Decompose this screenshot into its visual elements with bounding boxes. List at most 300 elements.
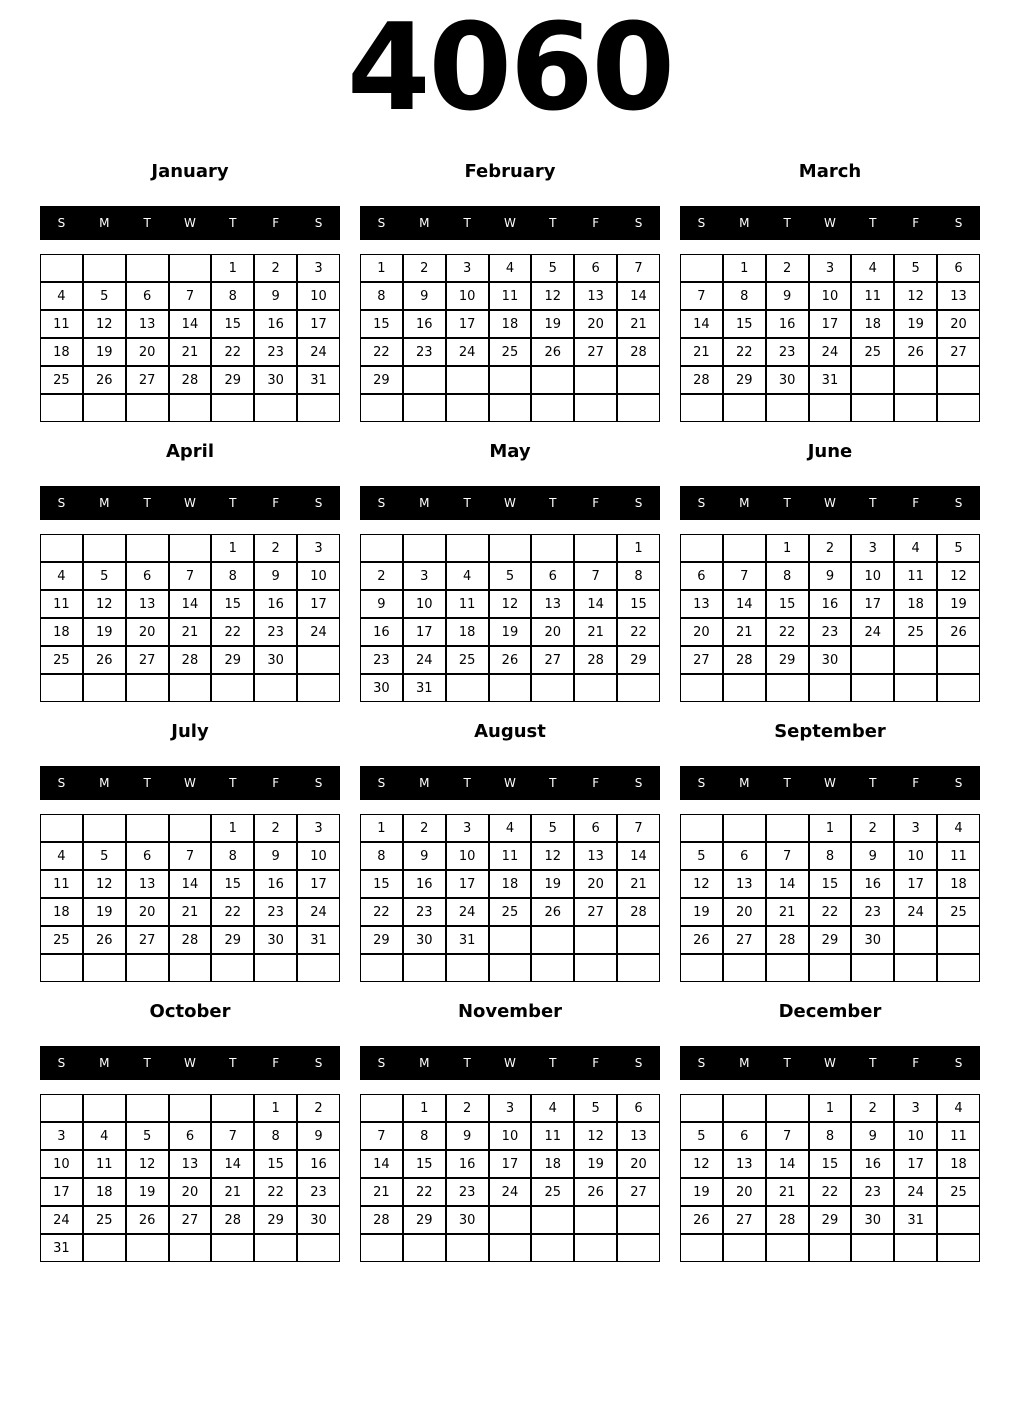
day-cell: 22 <box>766 618 809 646</box>
day-cell: 14 <box>766 1150 809 1178</box>
day-cell: 18 <box>446 618 489 646</box>
month-days-body <box>680 534 980 702</box>
month-days-table <box>680 254 980 422</box>
empty-cell <box>446 954 489 982</box>
day-cell: 12 <box>937 562 980 590</box>
month-block <box>40 1000 340 1262</box>
empty-cell <box>126 674 169 702</box>
day-cell: 25 <box>894 618 937 646</box>
day-cell: 12 <box>531 282 574 310</box>
months-grid <box>40 160 980 1262</box>
empty-cell <box>297 954 340 982</box>
month-days-body <box>680 254 980 422</box>
day-cell: 6 <box>617 1094 660 1122</box>
day-cell: 5 <box>937 534 980 562</box>
week-row <box>680 310 980 338</box>
week-row <box>40 310 340 338</box>
empty-cell <box>360 1094 403 1122</box>
day-cell: 11 <box>894 562 937 590</box>
empty-cell <box>169 1094 212 1122</box>
day-cell: 28 <box>723 646 766 674</box>
month-days-body <box>40 254 340 422</box>
day-cell: 1 <box>809 1094 852 1122</box>
day-cell: 5 <box>574 1094 617 1122</box>
day-cell: 2 <box>403 814 446 842</box>
week-row <box>360 366 660 394</box>
day-cell: 24 <box>446 338 489 366</box>
day-cell: 27 <box>937 338 980 366</box>
weekday-label: T <box>869 496 877 510</box>
day-cell: 1 <box>211 534 254 562</box>
week-row <box>680 618 980 646</box>
empty-cell <box>126 814 169 842</box>
day-cell: 3 <box>894 1094 937 1122</box>
day-cell: 24 <box>297 898 340 926</box>
day-cell: 17 <box>809 310 852 338</box>
weekday-label: M <box>739 216 750 230</box>
empty-cell <box>40 1094 83 1122</box>
day-cell: 8 <box>617 562 660 590</box>
day-cell: 8 <box>723 282 766 310</box>
empty-cell <box>617 674 660 702</box>
day-cell: 29 <box>211 926 254 954</box>
empty-cell <box>40 394 83 422</box>
day-cell: 19 <box>531 310 574 338</box>
day-cell: 12 <box>531 842 574 870</box>
weekday-label: F <box>912 496 920 510</box>
weekday-label: M <box>739 776 750 790</box>
day-cell: 16 <box>403 310 446 338</box>
weekday-label: S <box>57 1056 66 1070</box>
day-cell: 28 <box>766 926 809 954</box>
day-cell: 20 <box>126 618 169 646</box>
day-cell: 10 <box>297 842 340 870</box>
day-cell: 15 <box>809 870 852 898</box>
month-days-table <box>680 814 980 982</box>
empty-cell <box>126 954 169 982</box>
weekday-label: S <box>634 216 643 230</box>
day-cell: 13 <box>617 1122 660 1150</box>
empty-cell <box>126 1094 169 1122</box>
empty-cell <box>446 534 489 562</box>
empty-cell <box>489 954 532 982</box>
weekday-label: M <box>739 496 750 510</box>
weekday-label: W <box>824 496 836 510</box>
weekday-header-bar <box>360 766 660 800</box>
weekday-label: S <box>697 216 706 230</box>
empty-cell <box>403 1234 446 1262</box>
day-cell: 24 <box>851 618 894 646</box>
empty-cell <box>489 394 532 422</box>
empty-cell <box>766 394 809 422</box>
day-cell: 16 <box>446 1150 489 1178</box>
day-cell: 7 <box>169 842 212 870</box>
day-cell: 4 <box>937 814 980 842</box>
empty-cell <box>617 394 660 422</box>
day-cell: 28 <box>169 926 212 954</box>
empty-cell <box>809 954 852 982</box>
day-cell: 3 <box>446 814 489 842</box>
week-row <box>360 1122 660 1150</box>
day-cell: 6 <box>723 842 766 870</box>
empty-cell <box>489 1234 532 1262</box>
day-cell: 11 <box>851 282 894 310</box>
empty-cell <box>531 926 574 954</box>
day-cell: 22 <box>809 1178 852 1206</box>
day-cell: 20 <box>680 618 723 646</box>
week-row <box>360 282 660 310</box>
day-cell: 3 <box>809 254 852 282</box>
empty-cell <box>489 1206 532 1234</box>
week-row <box>360 562 660 590</box>
weekday-label: W <box>184 216 196 230</box>
day-cell: 3 <box>446 254 489 282</box>
day-cell: 26 <box>531 898 574 926</box>
empty-cell <box>809 394 852 422</box>
day-cell: 27 <box>126 926 169 954</box>
weekday-label: W <box>184 1056 196 1070</box>
day-cell: 19 <box>680 1178 723 1206</box>
day-cell: 21 <box>617 310 660 338</box>
empty-cell <box>126 254 169 282</box>
weekday-label: S <box>377 776 386 790</box>
month-block <box>680 160 980 422</box>
empty-cell <box>574 954 617 982</box>
weekday-label: M <box>99 776 110 790</box>
empty-cell <box>894 366 937 394</box>
empty-cell <box>574 1234 617 1262</box>
week-row <box>680 394 980 422</box>
day-cell: 21 <box>680 338 723 366</box>
empty-cell <box>574 674 617 702</box>
day-cell: 25 <box>446 646 489 674</box>
day-cell: 15 <box>809 1150 852 1178</box>
week-row <box>40 898 340 926</box>
day-cell: 20 <box>126 898 169 926</box>
empty-cell <box>680 1234 723 1262</box>
day-cell: 10 <box>297 562 340 590</box>
day-cell: 25 <box>83 1206 126 1234</box>
empty-cell <box>403 954 446 982</box>
month-title: February <box>464 161 556 182</box>
weekday-label: S <box>57 216 66 230</box>
day-cell: 11 <box>40 310 83 338</box>
day-cell: 19 <box>83 338 126 366</box>
day-cell: 20 <box>169 1178 212 1206</box>
empty-cell <box>574 534 617 562</box>
day-cell: 23 <box>254 338 297 366</box>
weekday-label: M <box>99 496 110 510</box>
day-cell: 10 <box>489 1122 532 1150</box>
weekday-label: S <box>697 496 706 510</box>
week-row <box>40 814 340 842</box>
day-cell: 4 <box>851 254 894 282</box>
day-cell: 7 <box>617 814 660 842</box>
day-cell: 29 <box>211 646 254 674</box>
day-cell: 31 <box>297 926 340 954</box>
weekday-label: T <box>143 496 151 510</box>
day-cell: 29 <box>617 646 660 674</box>
empty-cell <box>83 534 126 562</box>
weekday-label: F <box>592 496 600 510</box>
day-cell: 30 <box>254 646 297 674</box>
empty-cell <box>360 954 403 982</box>
day-cell: 18 <box>83 1178 126 1206</box>
day-cell: 31 <box>446 926 489 954</box>
month-title: October <box>149 1001 231 1022</box>
empty-cell <box>617 926 660 954</box>
empty-cell <box>851 674 894 702</box>
day-cell: 7 <box>766 842 809 870</box>
empty-cell <box>126 394 169 422</box>
day-cell: 27 <box>680 646 723 674</box>
empty-cell <box>489 926 532 954</box>
empty-cell <box>574 926 617 954</box>
empty-cell <box>851 366 894 394</box>
day-cell: 14 <box>617 842 660 870</box>
weekday-label: T <box>869 216 877 230</box>
month-days-body <box>360 1094 660 1262</box>
day-cell: 15 <box>254 1150 297 1178</box>
day-cell: 11 <box>489 842 532 870</box>
weekday-label: T <box>783 1056 791 1070</box>
day-cell: 10 <box>446 282 489 310</box>
weekday-label: T <box>229 1056 237 1070</box>
week-row <box>360 618 660 646</box>
day-cell: 23 <box>851 898 894 926</box>
day-cell: 27 <box>169 1206 212 1234</box>
day-cell: 6 <box>126 562 169 590</box>
week-row <box>40 534 340 562</box>
day-cell: 24 <box>894 1178 937 1206</box>
weekday-label: T <box>549 776 557 790</box>
empty-cell <box>531 394 574 422</box>
day-cell: 21 <box>211 1178 254 1206</box>
day-cell: 25 <box>531 1178 574 1206</box>
day-cell: 17 <box>851 590 894 618</box>
weekday-header-bar <box>40 1046 340 1080</box>
day-cell: 9 <box>403 282 446 310</box>
day-cell: 11 <box>40 590 83 618</box>
month-days-table <box>40 1094 340 1262</box>
day-cell: 8 <box>360 842 403 870</box>
week-row <box>360 254 660 282</box>
weekday-label: M <box>99 1056 110 1070</box>
day-cell: 2 <box>254 814 297 842</box>
day-cell: 4 <box>40 562 83 590</box>
empty-cell <box>126 1234 169 1262</box>
day-cell: 8 <box>403 1122 446 1150</box>
day-cell: 16 <box>403 870 446 898</box>
day-cell: 6 <box>126 282 169 310</box>
day-cell: 26 <box>83 646 126 674</box>
weekday-label: W <box>504 216 516 230</box>
day-cell: 27 <box>126 366 169 394</box>
day-cell: 30 <box>446 1206 489 1234</box>
day-cell: 16 <box>360 618 403 646</box>
day-cell: 4 <box>489 254 532 282</box>
empty-cell <box>723 814 766 842</box>
day-cell: 4 <box>40 282 83 310</box>
empty-cell <box>531 1206 574 1234</box>
day-cell: 13 <box>126 870 169 898</box>
empty-cell <box>680 814 723 842</box>
day-cell: 11 <box>446 590 489 618</box>
calendar-page <box>40 0 980 1262</box>
month-title: April <box>165 441 215 462</box>
day-cell: 26 <box>894 338 937 366</box>
day-cell: 3 <box>851 534 894 562</box>
month-block <box>680 440 980 702</box>
day-cell: 24 <box>446 898 489 926</box>
day-cell: 17 <box>297 310 340 338</box>
week-row <box>680 366 980 394</box>
week-row <box>40 254 340 282</box>
day-cell: 31 <box>297 366 340 394</box>
day-cell: 27 <box>574 898 617 926</box>
day-cell: 25 <box>851 338 894 366</box>
week-row <box>40 926 340 954</box>
day-cell: 6 <box>723 1122 766 1150</box>
day-cell: 1 <box>360 254 403 282</box>
day-cell: 14 <box>723 590 766 618</box>
empty-cell <box>766 1234 809 1262</box>
week-row <box>680 1178 980 1206</box>
day-cell: 6 <box>680 562 723 590</box>
week-row <box>40 618 340 646</box>
day-cell: 8 <box>254 1122 297 1150</box>
weekday-label: W <box>824 1056 836 1070</box>
day-cell: 8 <box>766 562 809 590</box>
weekday-label: T <box>783 216 791 230</box>
month-title: May <box>489 441 531 462</box>
day-cell: 15 <box>403 1150 446 1178</box>
week-row <box>680 1206 980 1234</box>
week-row <box>40 1206 340 1234</box>
day-cell: 6 <box>126 842 169 870</box>
day-cell: 18 <box>489 870 532 898</box>
week-row <box>40 842 340 870</box>
day-cell: 2 <box>254 534 297 562</box>
day-cell: 21 <box>169 898 212 926</box>
day-cell: 12 <box>83 590 126 618</box>
empty-cell <box>254 394 297 422</box>
day-cell: 24 <box>40 1206 83 1234</box>
day-cell: 23 <box>851 1178 894 1206</box>
day-cell: 6 <box>937 254 980 282</box>
empty-cell <box>297 674 340 702</box>
month-title: June <box>807 441 853 462</box>
empty-cell <box>446 394 489 422</box>
week-row <box>40 674 340 702</box>
day-cell: 25 <box>937 898 980 926</box>
week-row <box>680 814 980 842</box>
week-row <box>40 562 340 590</box>
week-row <box>360 926 660 954</box>
weekday-header-bar <box>40 766 340 800</box>
week-row <box>680 1094 980 1122</box>
month-days-table <box>680 1094 980 1262</box>
day-cell: 12 <box>894 282 937 310</box>
day-cell: 18 <box>40 338 83 366</box>
empty-cell <box>723 1234 766 1262</box>
week-row <box>680 254 980 282</box>
day-cell: 14 <box>360 1150 403 1178</box>
day-cell: 18 <box>489 310 532 338</box>
day-cell: 19 <box>937 590 980 618</box>
month-block <box>680 1000 980 1262</box>
empty-cell <box>617 1206 660 1234</box>
day-cell: 31 <box>40 1234 83 1262</box>
weekday-label: T <box>463 1056 471 1070</box>
weekday-label: T <box>229 216 237 230</box>
empty-cell <box>254 1234 297 1262</box>
empty-cell <box>766 674 809 702</box>
day-cell: 15 <box>360 870 403 898</box>
empty-cell <box>937 926 980 954</box>
day-cell: 5 <box>680 1122 723 1150</box>
month-block <box>40 720 340 982</box>
day-cell: 22 <box>360 898 403 926</box>
empty-cell <box>211 394 254 422</box>
empty-cell <box>403 534 446 562</box>
week-row <box>40 1150 340 1178</box>
week-row <box>360 590 660 618</box>
day-cell: 7 <box>723 562 766 590</box>
day-cell: 28 <box>680 366 723 394</box>
day-cell: 24 <box>489 1178 532 1206</box>
empty-cell <box>894 646 937 674</box>
week-row <box>360 1178 660 1206</box>
day-cell: 29 <box>723 366 766 394</box>
empty-cell <box>211 954 254 982</box>
week-row <box>360 842 660 870</box>
empty-cell <box>40 674 83 702</box>
day-cell: 19 <box>680 898 723 926</box>
day-cell: 7 <box>617 254 660 282</box>
weekday-label: S <box>697 1056 706 1070</box>
weekday-label: F <box>912 1056 920 1070</box>
weekday-label: F <box>272 1056 280 1070</box>
day-cell: 17 <box>297 870 340 898</box>
day-cell: 30 <box>360 674 403 702</box>
day-cell: 6 <box>574 254 617 282</box>
day-cell: 24 <box>297 618 340 646</box>
day-cell: 15 <box>211 870 254 898</box>
weekday-label: S <box>634 1056 643 1070</box>
week-row <box>360 1150 660 1178</box>
day-cell: 31 <box>894 1206 937 1234</box>
week-row <box>40 870 340 898</box>
weekday-label: S <box>57 776 66 790</box>
month-days-body <box>680 1094 980 1262</box>
day-cell: 3 <box>297 534 340 562</box>
day-cell: 14 <box>766 870 809 898</box>
week-row <box>680 534 980 562</box>
day-cell: 2 <box>766 254 809 282</box>
week-row <box>680 590 980 618</box>
month-title: January <box>151 161 229 182</box>
month-days-table <box>40 534 340 702</box>
weekday-label: W <box>504 496 516 510</box>
day-cell: 26 <box>574 1178 617 1206</box>
month-block <box>360 1000 660 1262</box>
day-cell: 20 <box>126 338 169 366</box>
empty-cell <box>403 394 446 422</box>
day-cell: 10 <box>894 842 937 870</box>
empty-cell <box>937 1206 980 1234</box>
day-cell: 3 <box>297 254 340 282</box>
